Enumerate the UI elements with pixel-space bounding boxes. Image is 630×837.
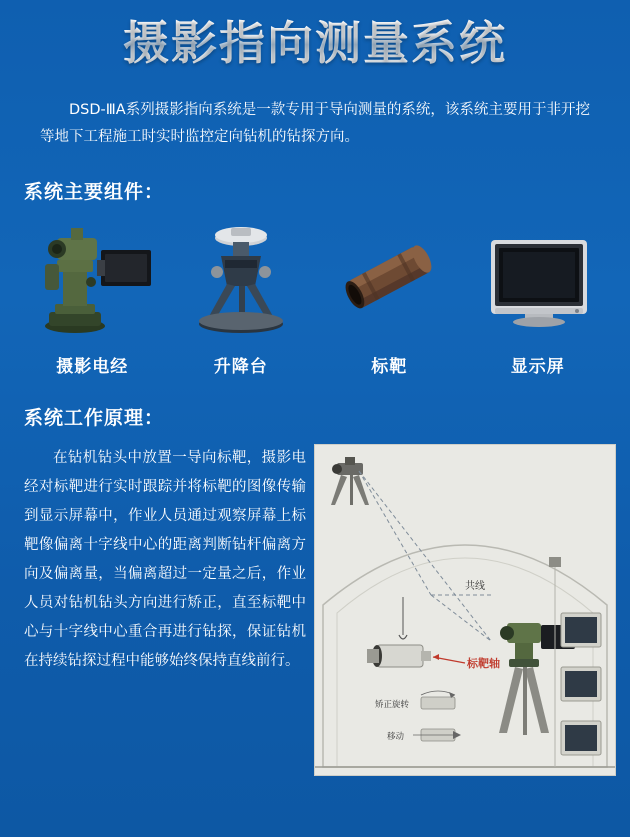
figure-label-target-axis: 标靶轴 — [467, 656, 500, 670]
figure-illustration — [314, 444, 616, 776]
component-item — [321, 218, 457, 377]
intro-paragraph: DSD-ⅢA系列摄影指向系统是一款专用于导向测量的系统，该系统主要用于非开挖等地下工程施工时实时监控定向钻机的钻探方向。 — [40, 102, 590, 145]
component-label: 标靶 — [371, 356, 408, 377]
component-label: 显示屏 — [510, 356, 565, 377]
component-item — [470, 218, 606, 377]
principle-body — [16, 444, 614, 776]
theodolite-icon — [24, 218, 160, 338]
component-label: 摄影电经 — [56, 356, 129, 377]
figure-label-common-line: 共线 — [465, 580, 485, 592]
principle-figure — [314, 444, 614, 776]
components-row — [18, 218, 612, 377]
principle-heading: 系统工作原理： — [24, 406, 165, 429]
page-title: 摄影指向测量系统 — [123, 16, 507, 70]
title-bar — [0, 0, 630, 71]
figure-label-correct-rotation: 矫正旋转 — [375, 699, 410, 710]
target-icon — [321, 218, 457, 338]
principle-paragraph: 在钻机钻头中放置一导向标靶，摄影电经对标靶进行实时跟踪并将标靶的图像传输到显示屏幕中，作业人员通过观察屏幕上标靶像偏离十字线中心的距离判断钻杆偏离方向及偏离量，当偏离超过一定量之后，作业人员对钻机钻头方向进行矫正，直至标靶中心与十字线中心重合再进行钻探，保证钻机在持续钻探过程中能够始终保持直线前行。 — [24, 449, 306, 669]
figure-label-move: 移动 — [387, 731, 405, 742]
component-label: 升降台 — [213, 356, 268, 377]
component-item — [173, 218, 309, 377]
lift-platform-icon — [173, 218, 309, 338]
component-item — [24, 218, 160, 377]
display-screen-icon — [470, 218, 606, 338]
components-heading: 系统主要组件： — [24, 180, 165, 203]
